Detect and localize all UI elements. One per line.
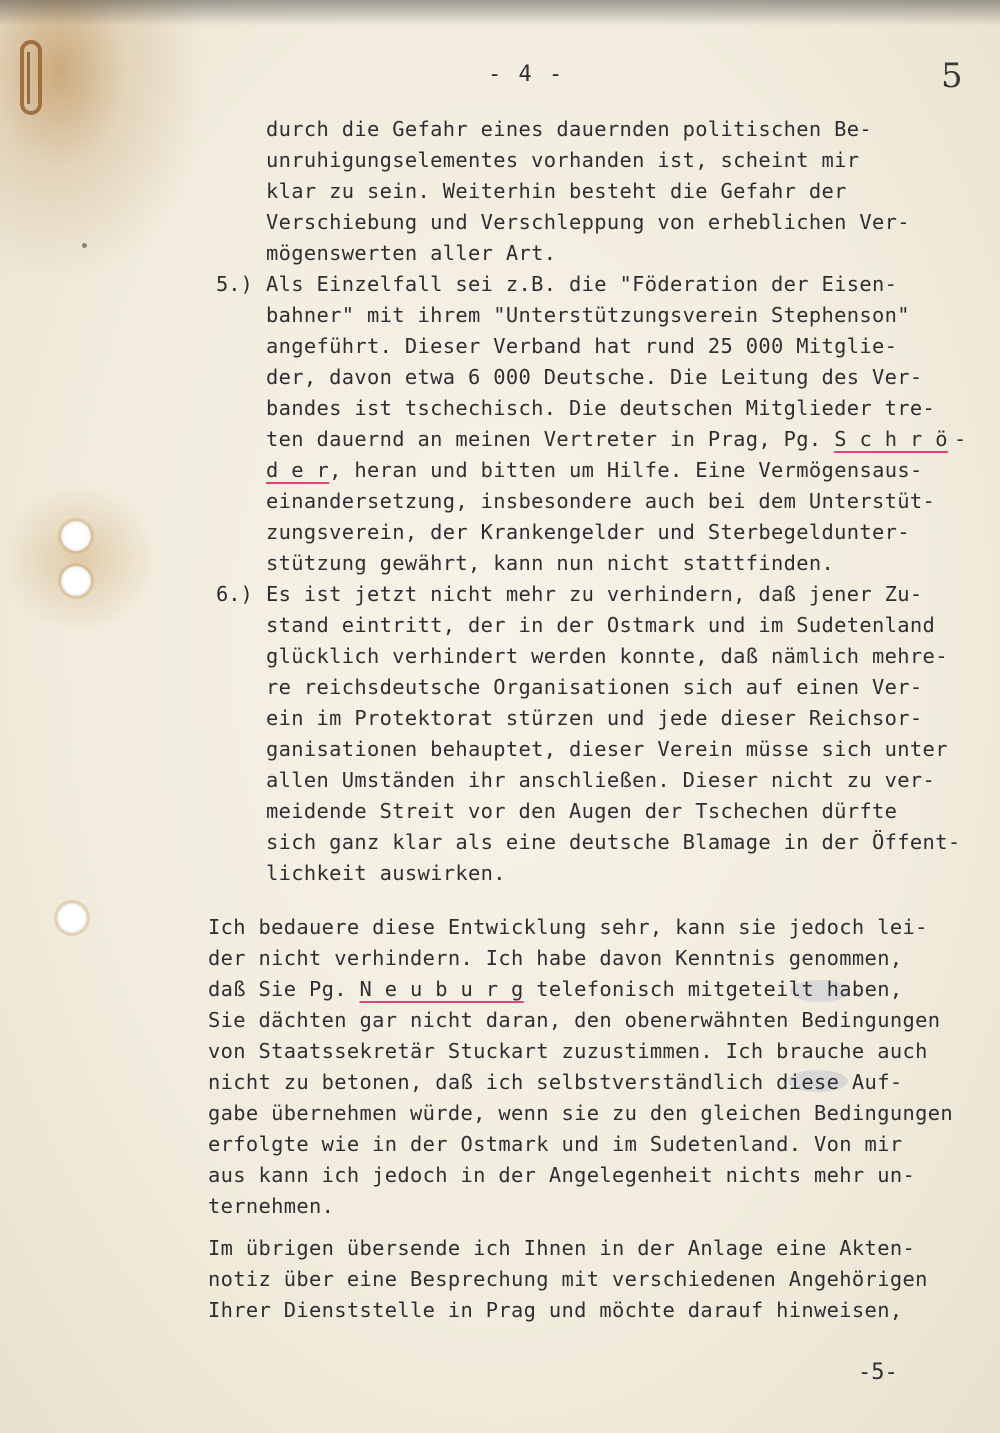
paper-speck [82,243,87,248]
item-number: 5.) [216,272,253,296]
punch-hole [57,903,87,933]
page-number-stamp: 5 [941,56,963,96]
text-line: Verschiebung und Verschleppung von erheblichen Ver- [266,210,910,234]
text-line: ein im Protektorat stürzen und jede dieser Reichsor- [266,706,923,730]
text-line: Es ist jetzt nicht mehr zu verhindern, daß jener Zu- [266,582,923,606]
text-segment: , heran und bitten um Hilfe. Eine Vermögensaus- [329,458,923,482]
text-line: stand eintritt, der in der Ostmark und im Sudetenland [266,613,936,637]
text-line: stützung gewährt, kann nun nicht stattfinden. [266,551,835,575]
text-line: Ihrer Dienststelle in Prag und möchte darauf hinweisen, [208,1298,903,1322]
text-line: von Staatssekretär Stuckart zuzustimmen. Ich brauche auch [208,1039,928,1063]
text-line: lichkeit auswirken. [266,861,506,885]
text-line: meidende Streit vor den Augen der Tschechen dürfte [266,799,898,823]
text-line: erfolgte wie in der Ostmark und im Sudetenland. Von mir [208,1132,903,1156]
text-line: Als Einzelfall sei z.B. die "Föderation der Eisen- [266,272,898,296]
text-line: gabe übernehmen würde, wenn sie zu den gleichen Bedingungen [208,1101,953,1125]
text-segment: ten dauernd an meinen Vertreter in Prag, Pg. [266,427,835,451]
text-line: Sie dächten gar nicht daran, den obenerwähnten Bedingungen [208,1008,941,1032]
underlined-name-schroeder: S c h r ö [834,427,948,451]
text-line: nicht zu betonen, daß ich selbstverständlich diese Auf- [208,1070,903,1094]
text-line: unruhigungselementes vorhanden ist, scheint mir [266,148,860,172]
underlined-name-neuburg: N e u b u r g [359,977,524,1001]
margin-hyphen: - [954,427,967,451]
text-line: klar zu sein. Weiterhin besteht die Gefahr der [266,179,847,203]
text-line: angeführt. Dieser Verband hat rund 25 000 Mitglie- [266,334,898,358]
text-line [266,427,948,451]
text-line: der, davon etwa 6 000 Deutsche. Die Leitung des Ver- [266,365,923,389]
punch-hole [61,566,91,596]
text-segment: daß Sie Pg. [208,977,360,1001]
text-line: bandes ist tschechisch. Die deutschen Mitglieder tre- [266,396,936,420]
text-line [266,458,923,482]
text-line: bahner" mit ihrem "Unterstützungsverein Stephenson" [266,303,910,327]
text-line: notiz über eine Besprechung mit verschiedenen Angehörigen [208,1267,928,1291]
text-line: sich ganz klar als eine deutsche Blamage in der Öffent- [266,830,961,854]
text-line: zungsverein, der Krankengelder und Sterbegeldunter- [266,520,910,544]
underlined-name-schroeder-cont: d e r [266,458,330,482]
text-line: ternehmen. [208,1194,335,1218]
text-line: durch die Gefahr eines dauernden politischen Be- [266,117,873,141]
text-line: allen Umständen ihr anschließen. Dieser nicht zu ver- [266,768,936,792]
paperclip-stain [27,52,38,104]
punch-hole [61,521,91,551]
text-line: Ich bedauere diese Entwicklung sehr, kann sie jedoch lei- [208,915,928,939]
text-line: aus kann ich jedoch in der Angelegenheit nichts mehr un- [208,1163,916,1187]
next-page-marker: -5- [858,1360,898,1385]
text-line: der nicht verhindern. Ich habe davon Kenntnis genommen, [208,946,903,970]
text-line: glücklich verhindert werden konnte, daß nämlich mehre- [266,644,948,668]
scan-edge-shadow [0,0,1000,26]
item-number: 6.) [216,582,253,606]
text-line: ganisationen behauptet, dieser Verein müsse sich unter [266,737,948,761]
text-line: re reichsdeutsche Organisationen sich auf einen Ver- [266,675,923,699]
page-marker: - 4 - [488,62,565,87]
text-line [208,977,902,1001]
text-line: einandersetzung, insbesondere auch bei dem Unterstüt- [266,489,936,513]
text-line: Im übrigen übersende ich Ihnen in der Anlage eine Akten- [208,1236,916,1260]
text-line: mögenswerten aller Art. [266,241,557,265]
text-segment: telefonisch mitgeteilt haben, [523,977,903,1001]
